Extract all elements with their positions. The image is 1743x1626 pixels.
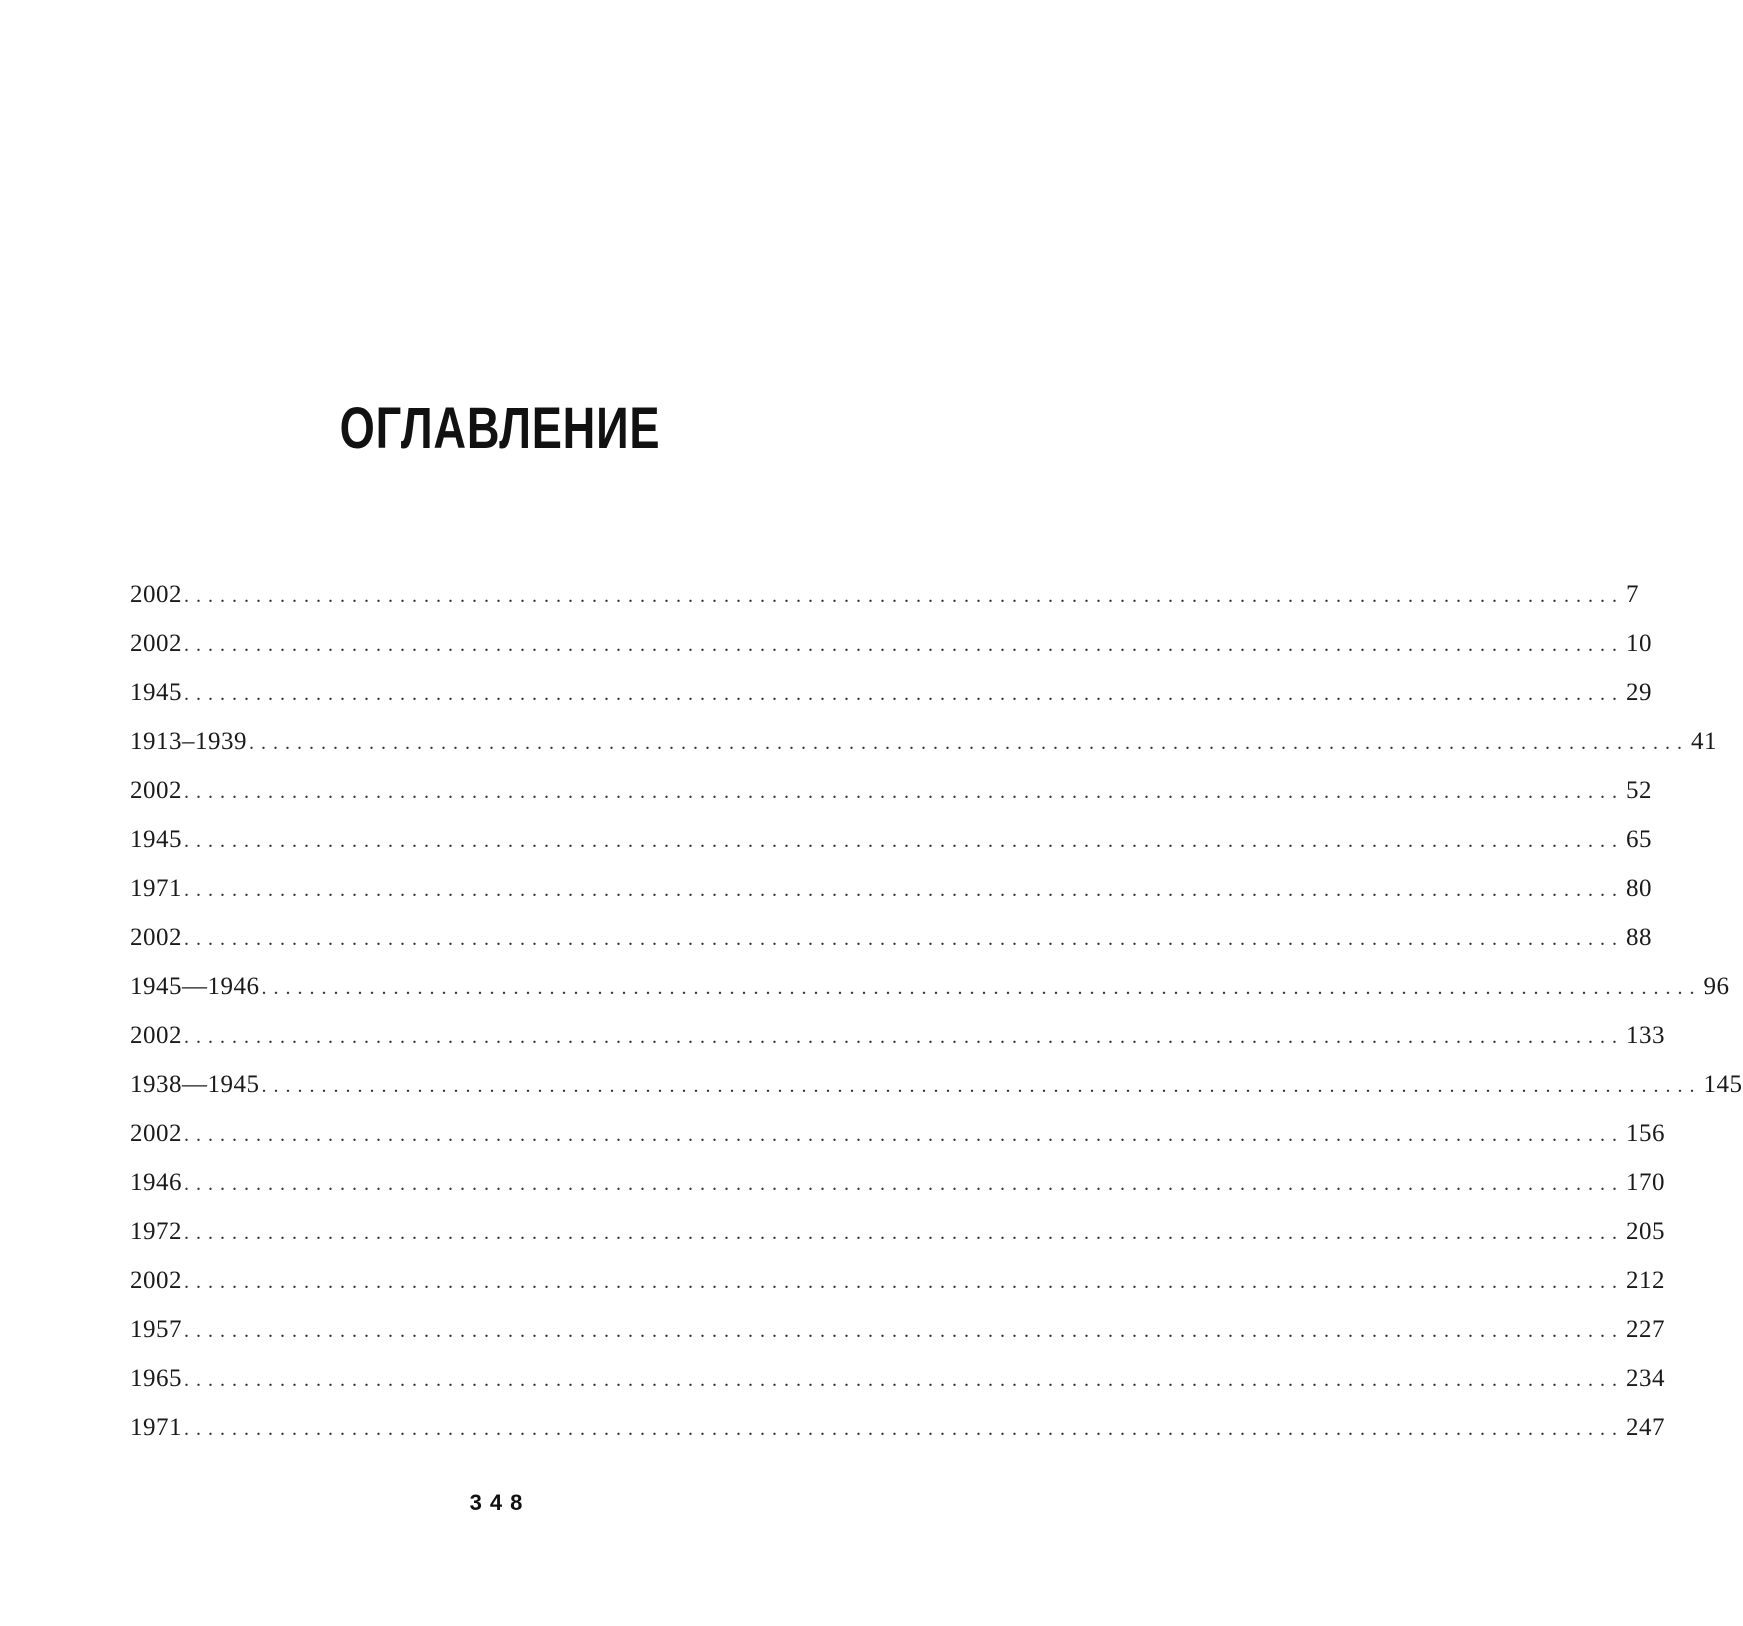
toc-entry-page: 10 [1626,630,1652,657]
toc-leader-dots: ........................................................................................................................ [184,928,1624,950]
toc-entry-page: 227 [1626,1316,1665,1343]
toc-entry-page: 133 [1626,1022,1665,1049]
toc-entry[interactable] [130,668,1652,717]
toc-entry[interactable] [130,913,1652,962]
toc-entry-label: 1946 [130,1169,182,1196]
toc-entry[interactable] [130,1207,1665,1256]
toc-entry-label: 1971 [130,1414,182,1441]
toc-entry[interactable] [130,1354,1665,1403]
toc-entry-label: 2002 [130,1120,182,1147]
toc-entry-page: 96 [1703,973,1730,1000]
toc-entry-label: 1945 [130,826,182,853]
toc-entry[interactable] [130,1158,1665,1207]
toc-leader-dots: ........................................................................................................................ [184,1418,1624,1440]
toc-entry-label: 2002 [130,581,182,608]
toc-entry-page: 170 [1626,1169,1665,1196]
toc-leader-dots: ........................................................................................................................ [184,634,1624,656]
toc-entry-label: 1971 [130,875,182,902]
toc-entry[interactable] [130,1305,1665,1354]
toc-entry-page: 212 [1626,1267,1665,1294]
toc-entry-page: 88 [1626,924,1652,951]
toc-entry-page: 156 [1626,1120,1665,1147]
toc-leader-dots: ........................................................................................................................ [184,1320,1624,1342]
toc-entry-label: 1965 [130,1365,182,1392]
toc-leader-dots: ........................................................................................................................ [184,585,1624,607]
toc-entry-page: 52 [1626,777,1652,804]
toc-entry-page: 205 [1626,1218,1665,1245]
toc-entry-label: 1913–1939 [130,728,247,755]
toc-leader-dots: ........................................................................................................................ [249,732,1689,754]
toc-leader-dots: ........................................................................................................................ [261,977,1702,999]
toc-entry-label: 2002 [130,924,182,951]
toc-entry-page: 234 [1626,1365,1665,1392]
toc-entry[interactable] [130,619,1652,668]
toc-entry-label: 2002 [130,1267,182,1294]
toc-leader-dots: ........................................................................................................................ [184,1271,1624,1293]
toc-entry[interactable] [130,766,1652,815]
toc-leader-dots: ........................................................................................................................ [184,1124,1624,1146]
toc-entry-label: 1945—1946 [130,973,260,1000]
toc-entry[interactable] [130,962,1730,1011]
toc-entry-label: 1957 [130,1316,182,1343]
toc-leader-dots: ........................................................................................................................ [184,1222,1624,1244]
toc-entry[interactable] [130,570,1639,619]
toc-entry-page: 7 [1626,581,1639,608]
toc-entry-page: 145 [1703,1071,1743,1098]
toc-leader-dots: ........................................................................................................................ [184,781,1624,803]
toc-leader-dots: ........................................................................................................................ [184,683,1624,705]
toc-entry-label: 2002 [130,630,182,657]
toc-entry-page: 65 [1626,826,1652,853]
toc-entry[interactable] [130,1403,1665,1452]
toc-entry-label: 2002 [130,777,182,804]
toc-entry-page: 29 [1626,679,1652,706]
toc-entry[interactable] [130,1060,1743,1109]
toc-entry-label: 2002 [130,1022,182,1049]
toc-entry-page: 80 [1626,875,1652,902]
toc-leader-dots: ........................................................................................................................ [184,1369,1624,1391]
toc-leader-dots: ........................................................................................................................ [184,879,1624,901]
toc-entry[interactable] [130,1011,1665,1060]
page-title: ОГЛАВЛЕНИЕ [339,396,661,461]
toc-entry[interactable] [130,1109,1665,1158]
toc-leader-dots: ........................................................................................................................ [184,1026,1624,1048]
toc-entry-label: 1945 [130,679,182,706]
toc-entry[interactable] [130,815,1652,864]
page-number: 348 [469,1490,531,1515]
toc-entry[interactable] [130,1256,1665,1305]
toc-entry[interactable] [130,717,1717,766]
toc-entry-page: 41 [1691,728,1717,755]
toc-leader-dots: ........................................................................................................................ [184,1173,1624,1195]
toc-leader-dots: ........................................................................................................................ [184,830,1624,852]
toc-entry[interactable] [130,864,1652,913]
toc-entry-label: 1972 [130,1218,182,1245]
toc-entry-page: 247 [1626,1414,1665,1441]
toc-entry-label: 1938—1945 [130,1071,260,1098]
table-of-contents [130,570,1743,1452]
toc-leader-dots: ........................................................................................................................ [261,1075,1702,1097]
